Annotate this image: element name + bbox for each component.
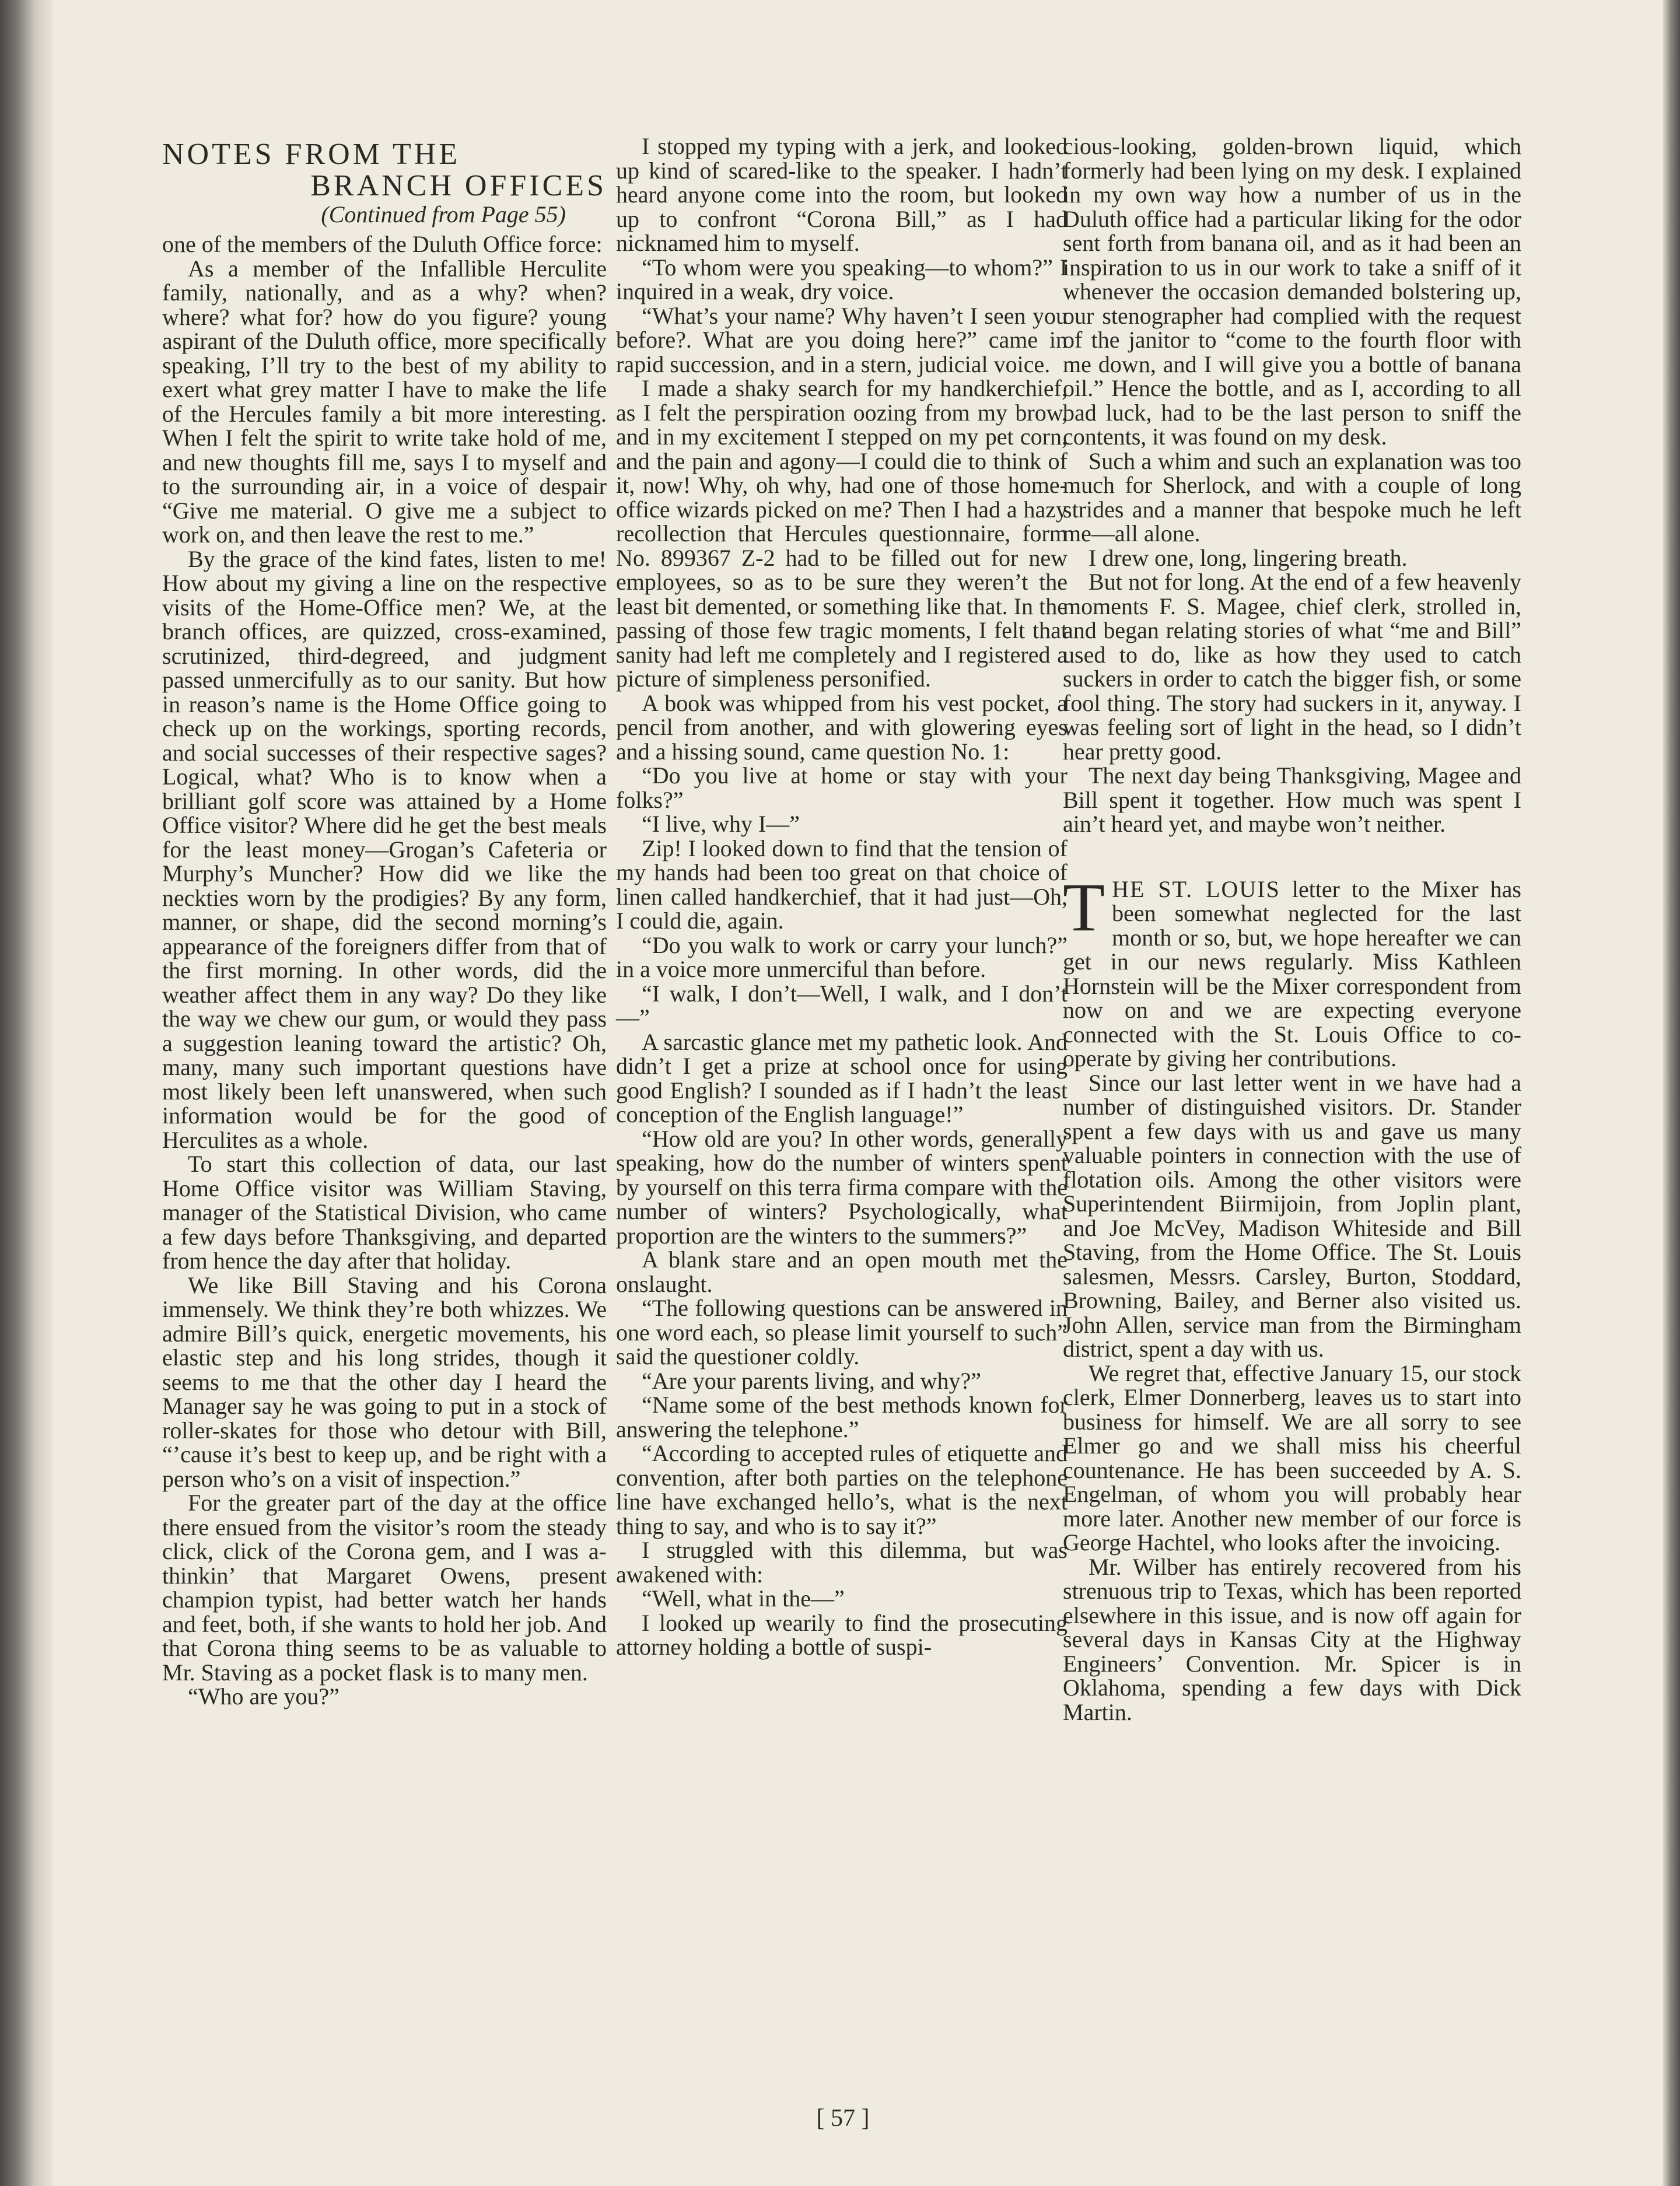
st-louis-section bbox=[1063, 868, 1521, 1725]
paragraph: “Are your parents living, and why?” bbox=[642, 1367, 982, 1394]
paragraph: cious-looking, golden-brown liquid, which formerly had been lying on my desk. I explained in my own way how a number of us in the Duluth office had a particular liking for the odor sent forth from banana oil, and as it had been an inspiration to us in our work to take a sniff of it whenever the occasion demanded bolstering up, our stenographer had complied with the request of the janitor to “come to the fourth floor with me down, and I will give you a bottle of banana oil.” Hence the bottle, and as I, according to all bad luck, had to be the last person to sniff the contents, it was found on my desk. bbox=[1063, 133, 1521, 450]
paragraph: A blank stare and an open mouth met the onslaught. bbox=[616, 1246, 1068, 1297]
paragraph: I made a shaky search for my handkerchief, as I felt the perspiration oozing from my brow, and in my excitement I stepped on my pet corn, and the pain and agony—I could die to think of it, now! Why, oh why, had one of those home-office wizards picked on me? Then I had a hazy recollection that Hercules questionnaire, form No. 899367 Z-2 had to be filled out for new employees, so as to be sure they weren’t the least bit demented, or something like that. In the passing of those few tragic moments, I felt that sanity had left me completely and I registered a picture of simpleness personified. bbox=[616, 375, 1068, 692]
paragraph: Such a whim and such an explanation was too much for Sherlock, and with a couple of long strides and a manner that bespoke much he left me—all alone. bbox=[1063, 447, 1521, 546]
title-line-1: NOTES FROM THE bbox=[162, 138, 461, 171]
paragraph: “What’s your name? Why haven’t I seen you before?. What are you doing here?” came in rapid succession, and in a stern, judicial voice. bbox=[616, 302, 1068, 377]
paragraph: “Name some of the best methods known for answering the telephone.” bbox=[616, 1392, 1068, 1442]
paragraph: “I live, why I—” bbox=[642, 811, 800, 837]
paragraph: I struggled with this dilemma, but was awakened with: bbox=[616, 1537, 1068, 1588]
column-2 bbox=[616, 134, 1068, 1659]
paragraph: We like Bill Staving and his Corona immensely. We think they’re both whizzes. We admire Bill’s quick, energetic movements, his elastic step and his long strides, though it seems to me that the other day I heard the Manager say he was going to put in a stock of roller-skates for those who detour with Bill, “’cause it’s best to keep up, and be right with a person who’s on a visit of inspection.” bbox=[162, 1271, 607, 1492]
paragraph: The next day being Thanksgiving, Magee and Bill spent it together. How much was spent I ain’t heard yet, and maybe won’t neither. bbox=[1063, 762, 1521, 837]
paragraph: As a member of the Infallible Herculite family, nationally, and as a why? when? where? what for? how do you figure? young aspirant of the Duluth office, more specifically speaking, I’ll try to the best of my ability to exert what grey matter I have to make the life of the Hercules family a bit more interesting. When I felt the spirit to write take hold of me, and new thoughts fill me, says I to myself and to the surrounding air, in a voice of despair “Give me material. O give me a subject to work on, and then leave the rest to me.” bbox=[162, 255, 607, 548]
column-3 bbox=[1063, 134, 1521, 1724]
paragraph: We regret that, effective January 15, our stock clerk, Elmer Donnerberg, leaves us to start into business for himself. We are all sorry to see Elmer go and we shall miss his cheerful countenance. He has been succeeded by A. S. Engelman, of whom you will probably hear more later. Another new member of our force is George Hachtel, who looks after the invoicing. bbox=[1063, 1360, 1521, 1556]
continued-note: (Continued from Page 55) bbox=[321, 201, 566, 227]
binding-gutter bbox=[0, 0, 52, 2186]
paragraph: By the grace of the kind fates, listen to me! How about my giving a line on the respective visits of the Home-Office men? We, at the branch offices, are quizzed, cross-examined, scrutinized, third-degreed, and judgment passed unmercifully as to our sanity. But how in reason’s name is the Home Office going to check up on the workings, sporting records, and social successes of their respective sages? Logical, what? Who is to know when a brilliant golf score was attained by a Home Office visitor? Where did he get the best meals for the least money—Grogan’s Cafeteria or Murphy’s Muncher? How did we like the neckties worn by the prodigies? By any form, manner, or shape, did the second morning’s appearance of the foreigners differ from that of the first morning. In other words, did the weather affect them in any way? Do they like the way we chew our gum, or would they pass a suggestion leaning toward the artistic? Oh, many, many such important questions have most likely been left unanswered, when such information would be for the good of Herculites as a whole. bbox=[162, 545, 607, 1153]
paragraph: I drew one, long, lingering breath. bbox=[1088, 544, 1408, 571]
paragraph: Zip! I looked down to find that the tension of my hands had been too great on that choice of linen called handkerchief, that it had just—Oh, I could die, again. bbox=[616, 835, 1068, 934]
paragraph: “Who are you?” bbox=[188, 1683, 340, 1709]
paragraph: “Do you live at home or stay with your folks?” bbox=[616, 762, 1068, 813]
title-line-2: BRANCH OFFICES bbox=[310, 169, 607, 202]
paragraph: Since our last letter went in we have had a number of distinguished visitors. Dr. Stander spent a few days with us and gave us many valuable pointers in connection with the use of flotation oils. Among the other visitors were Superintendent Biirmijoin, from Joplin plant, and Joe McVey, Madison Whiteside and Bill Staving, from the Home Office. The St. Louis salesmen, Messrs. Carsley, Burton, Stoddard, Browning, Bailey, and Berner also visited us. John Allen, service man from the Birmingham district, spent a day with us. bbox=[1063, 1069, 1521, 1362]
paragraph: Mr. Wilber has entirely recovered from his strenuous trip to Texas, which has been reported elsewhere in this issue, and is now off again for several days in Kansas City at the Highway Engineers’ Convention. Mr. Spicer is in Oklahoma, spending a few days with Dick Martin. bbox=[1063, 1553, 1521, 1725]
paragraph: A sarcastic glance met my pathetic look. And didn’t I get a prize at school once for using good English? I sounded as if I hadn’t the least conception of the English language!” bbox=[616, 1028, 1068, 1127]
column-1 bbox=[162, 139, 607, 1709]
page-number: [ 57 ] bbox=[816, 2105, 870, 2132]
lead-paragraph-text: letter to the Mixer has been somewhat neglected for the last month or so, but, we hope hereafter we can get in our news regularly. Miss Kathleen Hornstein will be the Mixer correspondent from now on and we are expecting everyone connected with the St. Louis Office to co-operate by giving her contributions. bbox=[1063, 875, 1521, 1071]
paragraph: one of the members of the Duluth Office force: bbox=[162, 231, 603, 257]
article-title bbox=[162, 139, 607, 202]
paragraph: “To whom were you speaking—to whom?” I inquired in a weak, dry voice. bbox=[616, 254, 1068, 304]
lead-words: HE ST. LOUIS bbox=[1112, 875, 1280, 902]
paragraph: A book was whipped from his vest pocket, a pencil from another, and with glowering eyes and a hissing sound, came question No. 1: bbox=[616, 689, 1068, 765]
paragraph: “Do you walk to work or carry your lunch?” in a voice more unmerciful than before. bbox=[616, 931, 1068, 982]
paragraph: But not for long. At the end of a few heavenly moments F. S. Magee, chief clerk, strolled in, and began relating stories of what “me and Bill” used to do, like as how they used to catch suckers in order to catch the bigger fish, or some fool thing. The story had suckers in it, anyway. I was feeling sort of light in the head, so I didn’t hear pretty good. bbox=[1063, 569, 1521, 765]
paragraph: “How old are you? In other words, generally speaking, how do the number of winters spent by yourself on this terra firma compare with the number of winters? Psychologically, what proportion are the winters to the summers?” bbox=[616, 1125, 1068, 1249]
st-louis-lead-paragraph bbox=[1063, 868, 1521, 1071]
paragraph: For the greater part of the day at the office there ensued from the visitor’s room the steady click, click of the Corona gem, and I was a-thinkin’ that Margaret Owens, present champion typist, had better watch her hands and feet, both, if she wants to hold her job. And that Corona thing seems to be as valuable to Mr. Staving as a pocket flask is to many men. bbox=[162, 1490, 607, 1686]
paragraph: “The following questions can be answered in one word each, so please limit yourself to such” said the questioner coldly. bbox=[616, 1295, 1068, 1369]
paragraph: “Well, what in the—” bbox=[642, 1585, 845, 1612]
paragraph: I looked up wearily to find the prosecuting attorney holding a bottle of suspi- bbox=[616, 1609, 1068, 1660]
paragraph: “I walk, I don’t—Well, I walk, and I don’t—” bbox=[616, 980, 1068, 1031]
paragraph: To start this collection of data, our last Home Office visitor was William Staving, manager of the Statistical Division, who came a few days before Thanksgiving, and departed from hence the day after that holiday. bbox=[162, 1151, 607, 1274]
paragraph: “According to accepted rules of etiquette and convention, after both parties on the telephone line have exchanged hello’s, what is the next thing to say, and who is to say it?” bbox=[616, 1440, 1068, 1539]
page-edge bbox=[1662, 0, 1680, 2186]
drop-cap: T bbox=[1063, 868, 1105, 945]
section-break bbox=[1063, 836, 1521, 877]
paragraph: I stopped my typing with a jerk, and looked up kind of scared-like to the speaker. I hadn’t heard anyone come into the room, but looked up to confront “Corona Bill,” as I had nicknamed him to myself. bbox=[616, 133, 1068, 256]
